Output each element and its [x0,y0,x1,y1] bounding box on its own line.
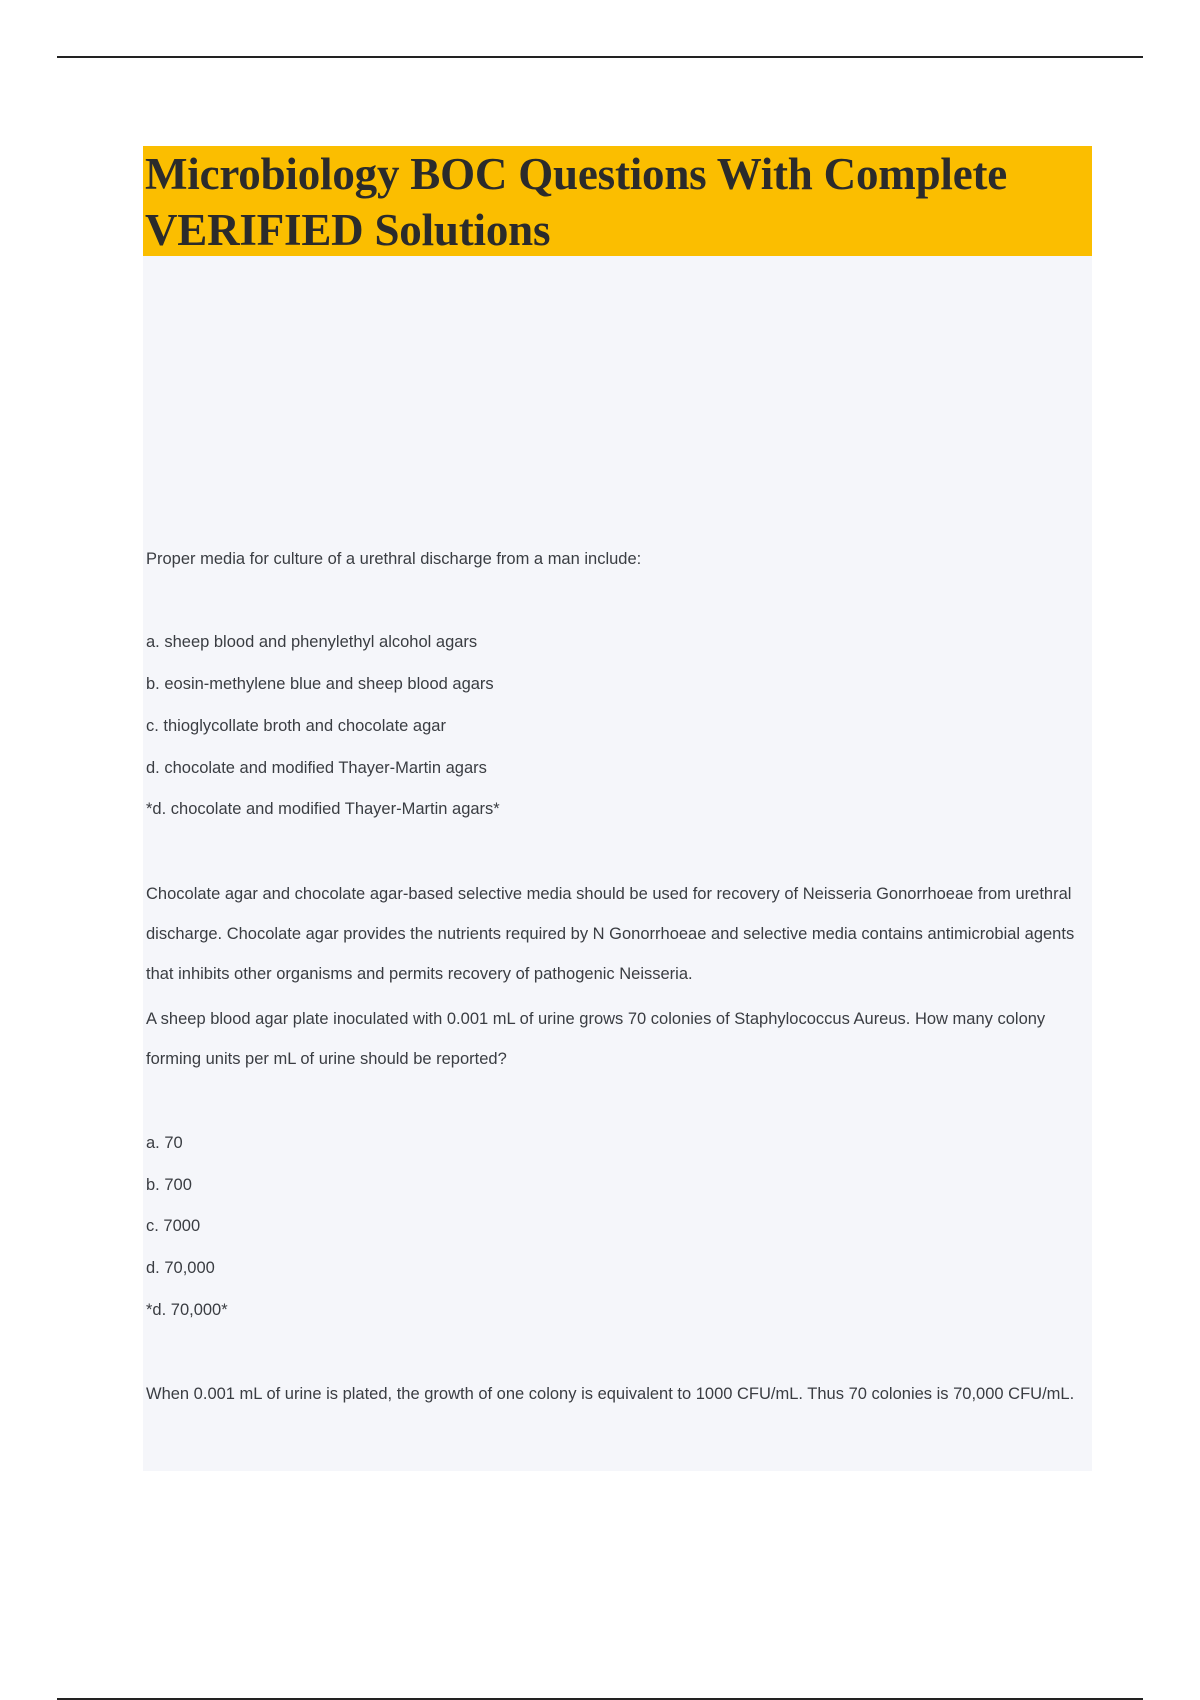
question-1-explanation: Chocolate agar and chocolate agar-based selective media should be used for recovery of Neisseria Gonorrhoeae from urethral discharge. Chocolate agar provides the nutrients required by N Gonorrhoeae and selective media contains antimicrobial agents that inhibits other organisms and permits recovery of pathogenic Neisseria. [146,885,1075,983]
question-1-text: Proper media for culture of a urethral discharge from a man include: [146,550,642,568]
question-2-text: A sheep blood agar plate inoculated with 0.001 mL of urine grows 70 colonies of Staphylococcus Aureus. How many colony forming units per mL of urine should be reported? [146,1010,1046,1068]
question-1-option-c: c. thioglycollate broth and chocolate agar [146,717,446,735]
top-rule [57,56,1143,58]
title-banner [143,146,1092,256]
question-2-option-c: c. 7000 [146,1217,201,1235]
question-2-option-d: d. 70,000 [146,1259,215,1277]
question-2-option-a: a. 70 [146,1134,183,1152]
document-title: Microbiology BOC Questions With Complete VERIFIED Solutions [145,149,1008,255]
question-1-option-d: d. chocolate and modified Thayer-Martin agars [146,759,487,777]
document-content [143,146,1092,1471]
question-2-answer: *d. 70,000* [146,1301,228,1319]
question-1-option-a: a. sheep blood and phenylethyl alcohol agars [146,633,478,651]
question-2-option-b: b. 700 [146,1176,192,1194]
question-2-explanation: When 0.001 mL of urine is plated, the growth of one colony is equivalent to 1000 CFU/mL. Thus 70 colonies is 70,000 CFU/mL. [146,1385,1075,1403]
question-1-option-b: b. eosin-methylene blue and sheep blood agars [146,675,494,693]
question-1-answer: *d. chocolate and modified Thayer-Martin agars* [146,800,500,818]
